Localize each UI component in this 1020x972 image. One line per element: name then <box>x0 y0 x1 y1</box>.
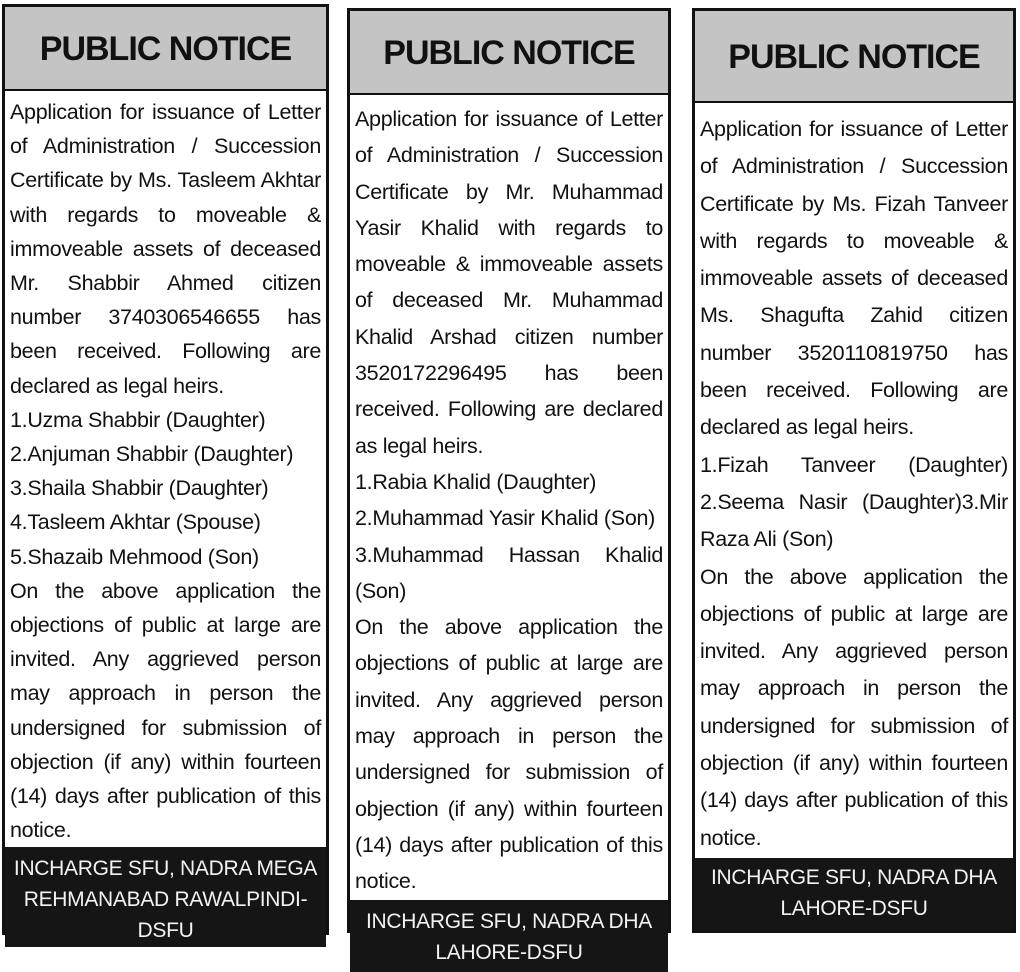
notice-title: PUBLIC NOTICE <box>695 11 1013 103</box>
notice-footer: INCHARGE SFU, NADRA MEGA REHMANABAD RAWALPINDI-DSFU <box>5 847 326 947</box>
notice-objection: On the above application the objections of public at large are invited. Any aggrieved person may approach in person the undersigned for submission of objection (if any) within fourteen (14) days after publication of this notice. <box>10 578 321 843</box>
notice-title: PUBLIC NOTICE <box>5 7 326 91</box>
public-notice-1 <box>2 4 329 943</box>
notice-footer: INCHARGE SFU, NADRA DHA LAHORE-DSFU <box>695 858 1013 930</box>
notice-body <box>350 95 668 900</box>
notice-objection: On the above application the objections of public at large are invited. Any aggrieved person may approach in person the undersigned for submission of objection (if any) within fourteen (14) days after publication of this notice. <box>700 564 1008 850</box>
heir-item: 3.Muhammad Hassan Khalid (Son) <box>355 542 663 603</box>
heir-item: 3.Shaila Shabbir (Daughter) <box>10 476 269 501</box>
notice-footer: INCHARGE SFU, NADRA DHA LAHORE-DSFU <box>350 900 668 972</box>
notice-intro: Application for issuance of Letter of Administration / Succession Certificate by Mr. Muhammad Yasir Khalid with regards to moveable & immoveable assets of deceased Mr. Muhammad Khalid Arshad citizen number 3520172296495 has been received. Following are declared as legal heirs. <box>355 107 663 458</box>
notice-intro: Application for issuance of Letter of Administration / Succession Certificate by Ms. Fizah Tanveer with regards to moveable & immoveable assets of deceased Ms. Shagufta Zahid citizen number 3520110819750 has been received. Following are declared as legal heirs. <box>700 117 1008 440</box>
heir-item: 2.Anjuman Shabbir (Daughter) <box>10 442 294 467</box>
notice-intro: Application for issuance of Letter of Administration / Succession Certificate by Ms. Tasleem Akhtar with regards to moveable & immoveable assets of deceased Mr. Shabbir Ahmed citizen number 3740306546655 has been received. Following are declared as legal heirs. <box>10 100 321 398</box>
heir-item: 2.Muhammad Yasir Khalid (Son) <box>355 506 656 531</box>
public-notice-3 <box>692 8 1016 933</box>
notice-body <box>5 91 326 847</box>
heirs-list: 1.Fizah Tanveer (Daughter) 2.Seema Nasir (Daughter)3.Mir Raza Ali (Son) <box>700 452 1008 552</box>
heir-item: 1.Rabia Khalid (Daughter) <box>355 469 597 494</box>
notice-title: PUBLIC NOTICE <box>350 11 668 95</box>
heir-item: 1.Uzma Shabbir (Daughter) <box>10 407 266 432</box>
notice-objection: On the above application the objections of public at large are invited. Any aggrieved person may approach in person the undersigned for submission of objection (if any) within fourteen (14) days after publication of this notice. <box>355 615 663 894</box>
notice-body <box>695 103 1013 858</box>
public-notice-2 <box>347 8 671 964</box>
heir-item: 5.Shazaib Mehmood (Son) <box>10 544 259 569</box>
heir-item: 4.Tasleem Akhtar (Spouse) <box>10 510 261 535</box>
